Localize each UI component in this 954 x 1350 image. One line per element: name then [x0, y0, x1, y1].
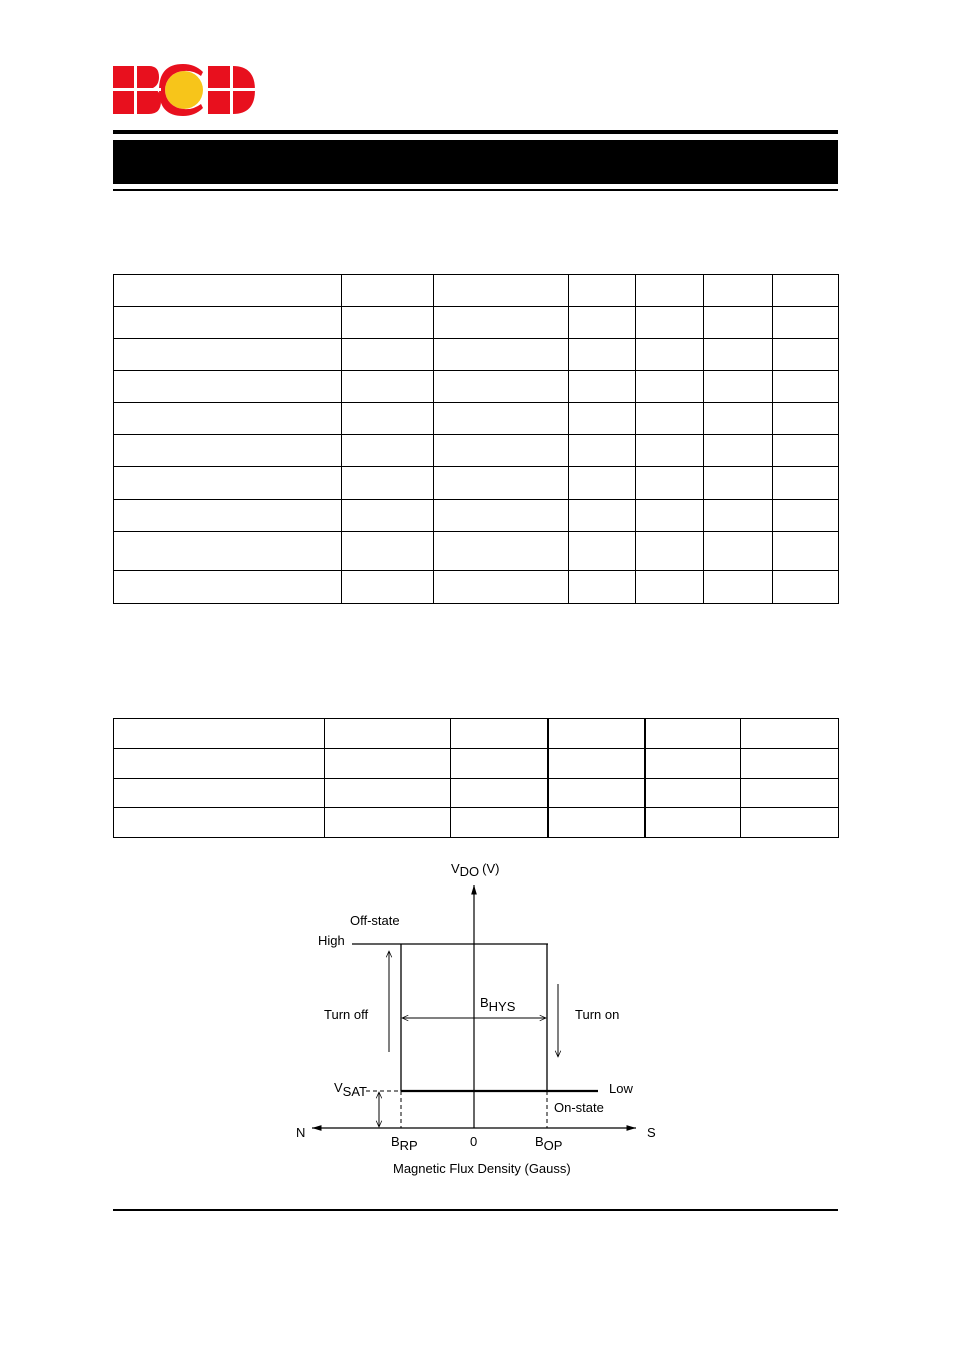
n-pole-label: N: [296, 1125, 306, 1140]
s-pole-label: S: [647, 1125, 656, 1140]
magnetic-characteristics-table: [113, 718, 839, 838]
parameters-table: [113, 274, 839, 604]
bop-label: BOP: [535, 1134, 563, 1153]
table-row: [114, 403, 839, 435]
table-row: [114, 749, 839, 779]
off-state-label: Off-state: [350, 913, 400, 928]
bcd-logo: [113, 64, 255, 116]
low-label: Low: [609, 1081, 633, 1096]
vsat-label: VSAT: [334, 1080, 367, 1099]
hysteresis-diagram: [280, 855, 680, 1185]
table-row: [114, 467, 839, 500]
header-rule: [113, 130, 838, 134]
x-axis-label: Magnetic Flux Density (Gauss): [393, 1161, 571, 1176]
turn-off-label: Turn off: [324, 1007, 369, 1022]
table-row: [114, 339, 839, 371]
on-state-label: On-state: [554, 1100, 604, 1115]
bhys-label: BHYS: [480, 995, 516, 1014]
table-row: [114, 719, 839, 749]
table-row: [114, 532, 839, 571]
footer-rule: [113, 1209, 838, 1211]
turn-on-label: Turn on: [575, 1007, 620, 1022]
table-row: [114, 435, 839, 467]
origin-label: 0: [470, 1134, 478, 1149]
table-row: [114, 808, 839, 838]
title-bar: [113, 140, 838, 184]
table-row: [114, 307, 839, 339]
brp-label: BRP: [391, 1134, 418, 1153]
table-row: [114, 779, 839, 808]
y-axis-label: VDO (V): [451, 861, 500, 879]
table-row: [114, 571, 839, 604]
table-row: [114, 275, 839, 307]
table-row: [114, 500, 839, 532]
table-row: [114, 371, 839, 403]
header-underline: [113, 189, 838, 191]
high-label: High: [318, 933, 345, 948]
